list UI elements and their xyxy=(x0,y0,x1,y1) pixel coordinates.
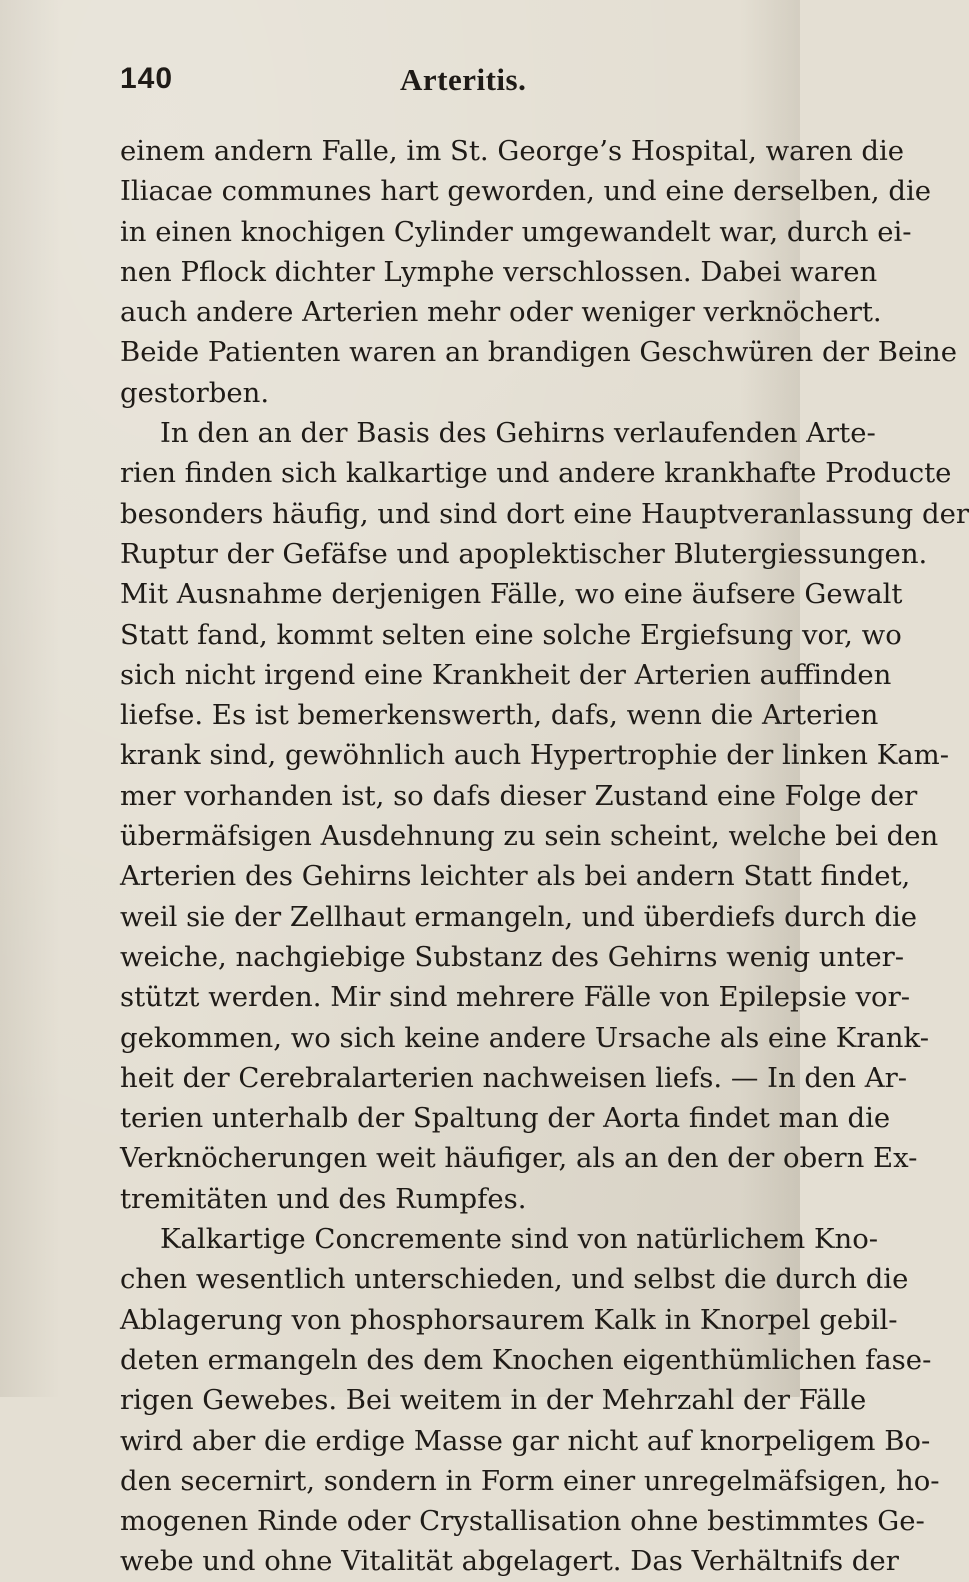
text-line: mogenen Rinde oder Crystallisation ohne bestimmtes Ge- xyxy=(120,1505,925,1538)
text-line: in einen knochigen Cylinder umgewandelt war, durch ei- xyxy=(120,215,912,248)
text-line: weil sie der Zellhaut ermangeln, und überdiefs durch die xyxy=(120,900,918,933)
paragraph-start-line: Kalkartige Concremente sind von natürlichem Kno- xyxy=(160,1223,879,1256)
text-line: gekommen, wo sich keine andere Ursache als eine Krank- xyxy=(120,1021,929,1054)
text-line: heit der Cerebralarterien nachweisen liefs. — In den Ar- xyxy=(120,1061,908,1094)
page-header xyxy=(120,62,770,106)
text-line: Ruptur der Gefäfse und apoplektischer Blutergiessungen. xyxy=(120,537,928,570)
text-line: einem andern Falle, im St. George’s Hospital, waren die xyxy=(120,135,905,167)
text-line: stützt werden. Mir sind mehrere Fälle von Epilepsie vor- xyxy=(120,981,911,1014)
text-line: Verknöcherungen weit häufiger, als an den der obern Ex- xyxy=(120,1142,918,1175)
text-line: nen Pflock dichter Lymphe verschlossen. Dabei waren xyxy=(120,255,878,288)
page-number: 140 xyxy=(120,62,174,95)
text-line: Arterien des Gehirns leichter als bei andern Statt findet, xyxy=(120,860,911,893)
running-head: Arteritis. xyxy=(400,62,527,97)
text-line: Statt fand, kommt selten eine solche Ergiefsung vor, wo xyxy=(120,618,902,651)
text-line: chen wesentlich unterschieden, und selbst die durch die xyxy=(120,1263,909,1296)
text-line: gestorben. xyxy=(120,376,270,409)
text-line: Ablagerung von phosphorsaurem Kalk in Knorpel gebil- xyxy=(120,1303,898,1336)
text-line: webe und ohne Vitalität abgelagert. Das Verhältnifs der xyxy=(120,1545,899,1578)
text-line: liefse. Es ist bemerkenswerth, dafs, wenn die Arterien xyxy=(120,699,879,732)
text-line: übermäfsigen Ausdehnung zu sein scheint, welche bei den xyxy=(120,820,939,853)
text-line: tremitäten und des Rumpfes. xyxy=(120,1182,527,1215)
text-line: Mit Ausnahme derjenigen Fälle, wo eine äufsere Gewalt xyxy=(120,578,903,611)
text-line: auch andere Arterien mehr oder weniger verknöchert. xyxy=(120,296,882,329)
text-line: mer vorhanden ist, so dafs dieser Zustand eine Folge der xyxy=(120,779,918,812)
text-line: terien unterhalb der Spaltung der Aorta findet man die xyxy=(120,1102,891,1135)
text-line: rigen Gewebes. Bei weitem in der Mehrzahl der Fälle xyxy=(120,1384,867,1417)
text-line: krank sind, gewöhnlich auch Hypertrophie der linken Kam- xyxy=(120,739,950,772)
text-line: deten ermangeln des dem Knochen eigenthümlichen fase- xyxy=(120,1343,932,1376)
text-line: den secernirt, sondern in Form einer unregelmäfsigen, ho- xyxy=(120,1464,940,1497)
text-line: weiche, nachgiebige Substanz des Gehirns wenig unter- xyxy=(120,940,905,973)
text-line: wird aber die erdige Masse gar nicht auf knorpeligem Bo- xyxy=(120,1424,931,1457)
paragraph-start-line: In den an der Basis des Gehirns verlaufenden Arte- xyxy=(160,417,876,450)
text-line: Beide Patienten waren an brandigen Geschwüren der Beine xyxy=(120,336,958,369)
text-line: besonders häufig, und sind dort eine Hauptveranlassung der xyxy=(120,497,969,530)
text-line: sich nicht irgend eine Krankheit der Arterien auffinden xyxy=(120,658,892,691)
text-line: Iliacae communes hart geworden, und eine derselben, die xyxy=(120,175,932,208)
body-text xyxy=(120,131,969,1582)
text-line: rien finden sich kalkartige und andere krankhafte Producte xyxy=(120,457,952,490)
